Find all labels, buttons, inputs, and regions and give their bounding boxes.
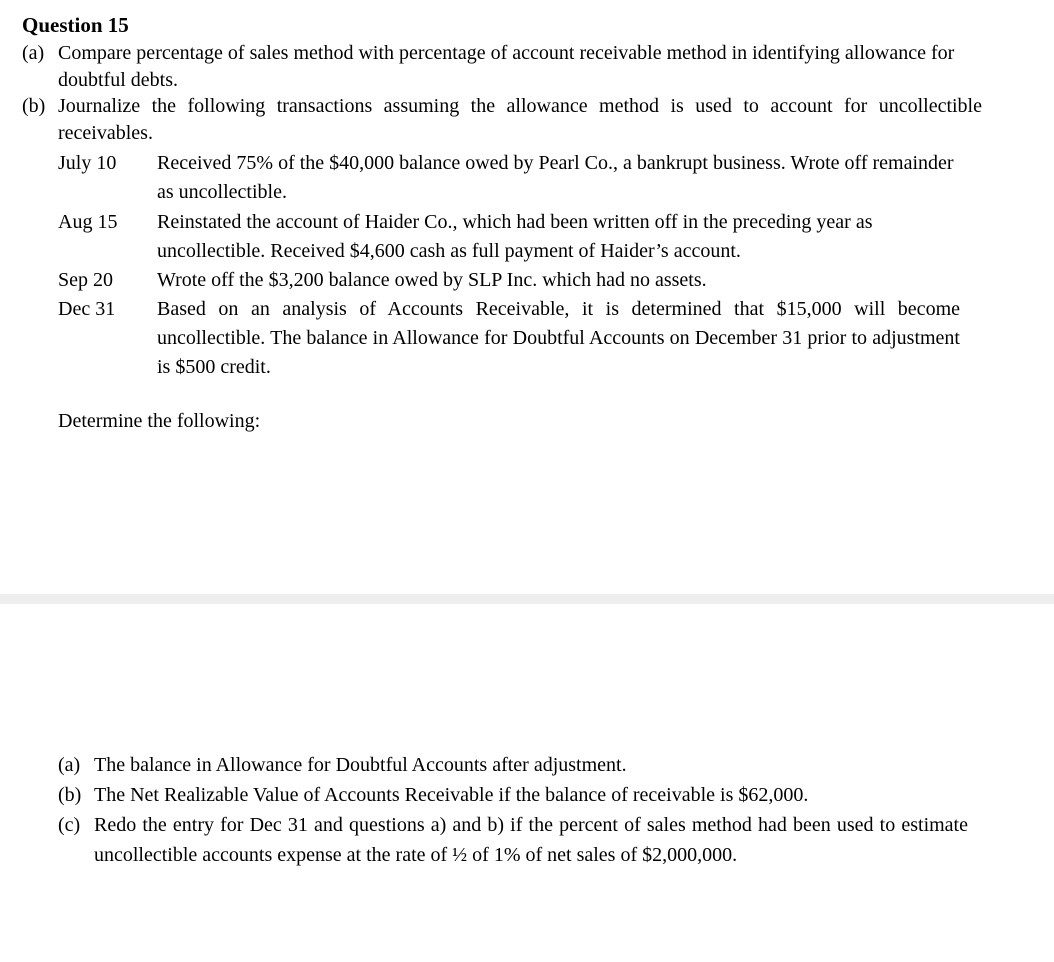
- transaction-date: July 10: [58, 152, 117, 174]
- determine-intro: Determine the following:: [58, 410, 261, 432]
- determine-item: [58, 810, 968, 870]
- question-title: Question 15: [22, 13, 129, 37]
- page-divider: [0, 594, 1054, 604]
- determine-item: [58, 780, 968, 810]
- determine-item-text: Redo the entry for Dec 31 and questions a) and b) if the percent of sales method had been used to estimate uncollectible accounts expense at the rate of ½ of 1% of net sales of $2,000,000.: [94, 814, 968, 866]
- transaction-row: [58, 266, 960, 295]
- part-b-label: (b): [22, 95, 46, 117]
- transaction-description: Based on an analysis of Accounts Receivable, it is determined that $15,000 will become uncollectible. The balance in Allowance for Doubtful Accounts on December 31 prior to adjustment is $500 credit.: [157, 298, 960, 378]
- part-b-text: Journalize the following transactions assuming the allowance method is used to account for uncollectible receivables.: [58, 95, 982, 144]
- transaction-row: [58, 295, 960, 382]
- transaction-date: Sep 20: [58, 269, 113, 291]
- transaction-description: Wrote off the $3,200 balance owed by SLP Inc. which had no assets.: [157, 269, 707, 291]
- transaction-description: Received 75% of the $40,000 balance owed by Pearl Co., a bankrupt business. Wrote off remainder as uncollectible.: [157, 152, 954, 203]
- transaction-date: Aug 15: [58, 211, 118, 233]
- part-a-text: Compare percentage of sales method with percentage of account receivable method in identifying allowance for doubtful debts.: [58, 42, 955, 91]
- determine-item-text: The balance in Allowance for Doubtful Accounts after adjustment.: [94, 754, 627, 776]
- part-a-label: (a): [22, 42, 45, 64]
- transaction-row: [58, 208, 960, 266]
- determine-item-label: (c): [58, 814, 81, 836]
- question-part-a: [22, 40, 982, 94]
- question-part-b: [22, 93, 982, 147]
- transaction-description: Reinstated the account of Haider Co., which had been written off in the preceding year as uncollectible. Received $4,600 cash as full payment of Haider’s account.: [157, 211, 873, 262]
- determine-item-label: (a): [58, 754, 81, 776]
- transaction-date: Dec 31: [58, 298, 116, 320]
- determine-item-label: (b): [58, 784, 82, 806]
- determine-item-text: The Net Realizable Value of Accounts Receivable if the balance of receivable is $62,000.: [94, 784, 809, 806]
- transaction-row: [58, 149, 960, 207]
- determine-item: [58, 750, 968, 780]
